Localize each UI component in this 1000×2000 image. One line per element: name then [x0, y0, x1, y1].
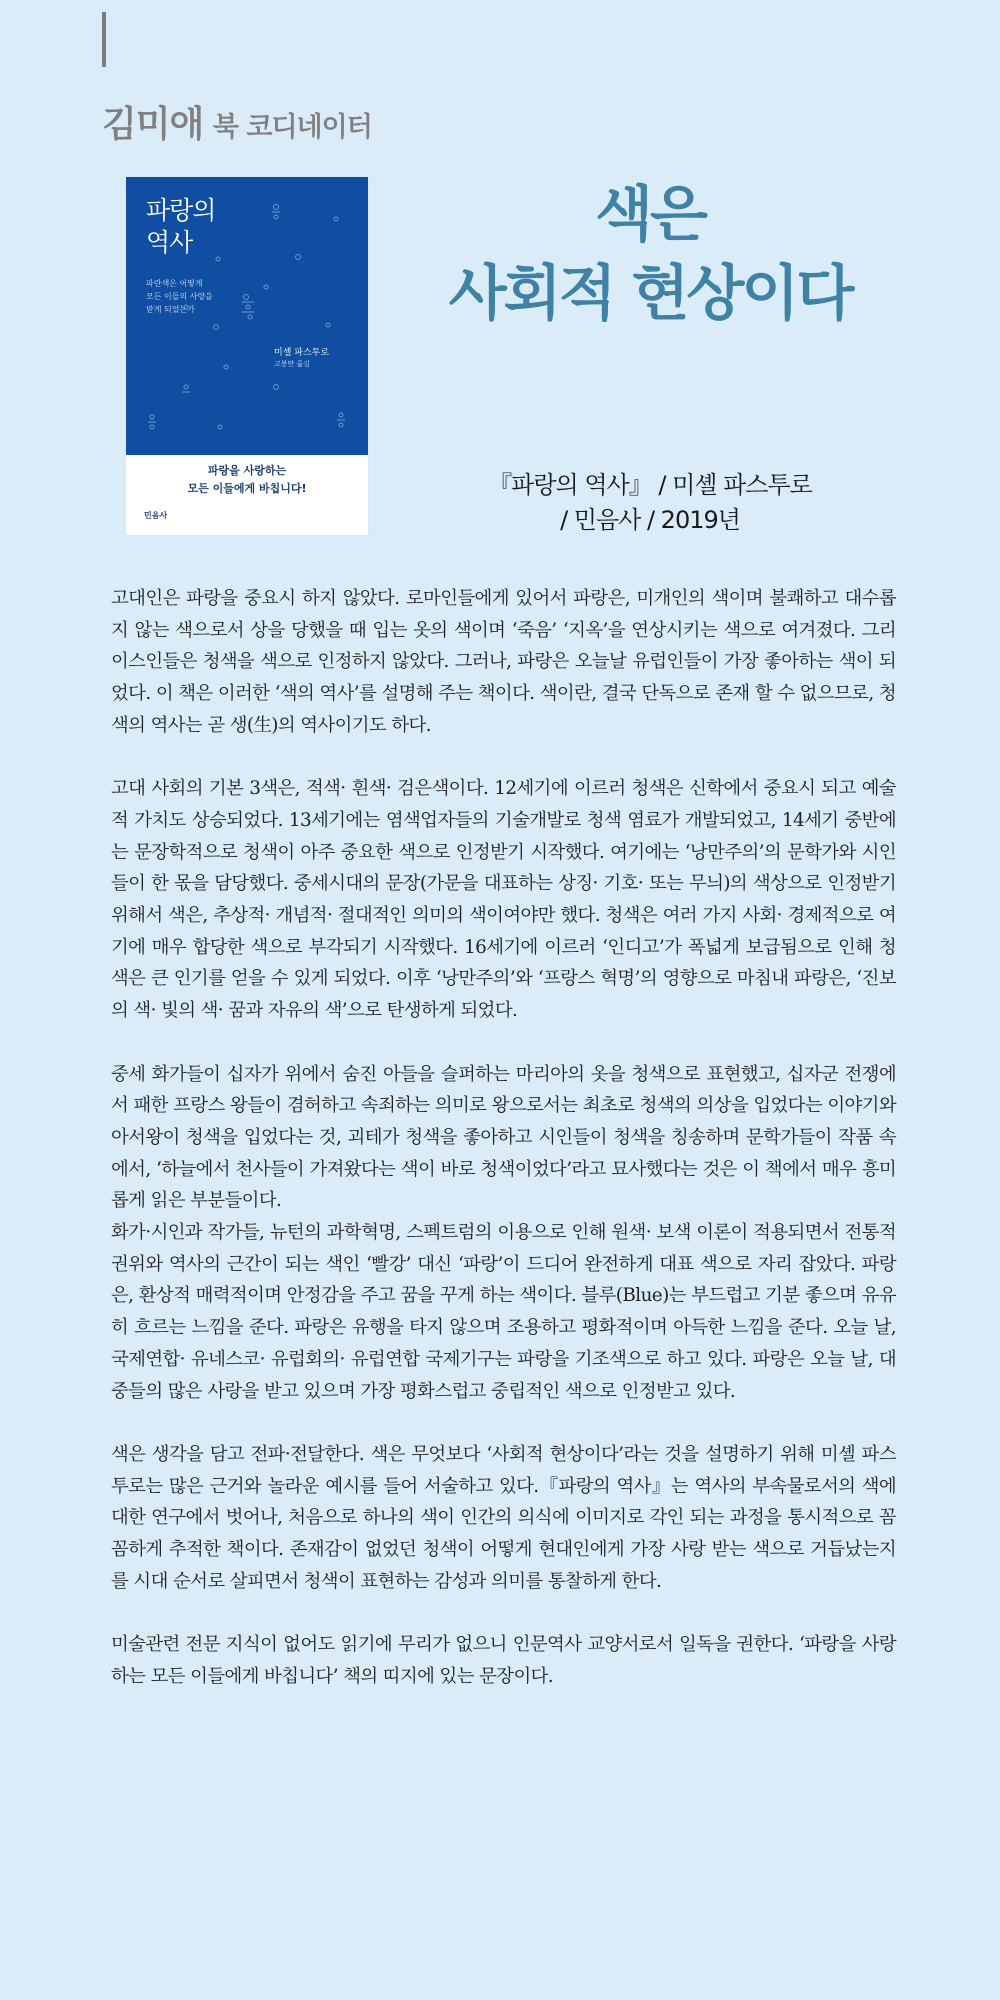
cover-title-line1: 파랑의 [146, 196, 216, 225]
book-info-line1: 『파랑의 역사』 / 미셸 파스투로 [488, 471, 812, 499]
cover-subtitle-line1: 파란색은 어떻게 [146, 279, 203, 288]
headline-line2: 사회적 현상이다 [448, 259, 852, 329]
cover-tagline-line1: 파랑을 사랑하는 [207, 464, 287, 477]
paragraph-5: 색은 생각을 담고 전파·전달한다. 색은 무엇보다 ‘사회적 현상이다’라는 것을 설명하기 위해 미셸 파스투로는 많은 근거와 놀라운 예시를 들어 서술하고 있다.『파랑의 역사』는 역사의 부속물로서의 색에 대한 연구에서 벗어나, 처음으로 하나의 색이 인간의 의식에 이미지로 각인 되는 과정을 통시적으로 꼼꼼하게 추적한 책이다. 존재감이 없었던 청색이 어떻게 현대인에게 가장 사랑 받는 색으로 거듭났는지를 시대 순서로 살피면서 청색이 표현하는 감성과 의미를 통찰하게 한다. [111, 1443, 896, 1592]
article-body [111, 583, 896, 1724]
paragraph-4: 화가·시인과 작가들, 뉴턴의 과학혁명, 스펙트럼의 이용으로 인해 원색· 보색 이론이 적용되면서 전통적 권위와 역사의 근간이 되는 색인 ‘빨강’ 대신 ‘파랑’이 드디어 완전하게 대표 색으로 자리 잡았다. 파랑은, 환상적 매력적이며 안정감을 주고 꿈을 꾸게 하는 색이다. 블루(Blue)는 부드럽고 기분 좋으며 유유히 흐르는 느낌을 준다. 파랑은 유행을 타지 않으며 조용하고 평화적이며 아득한 느낌을 준다. 오늘 날, 국제연합· 유네스코· 유럽회의· 유럽연합 국제기구는 파랑을 기조색으로 하고 있다. 파랑은 오늘 날, 대중들의 많은 사랑을 받고 있으며 가장 평화스럽고 중립적인 색으로 인정받고 있다. [111, 1222, 896, 1402]
cover-translator: 고봉만 옮김 [274, 360, 311, 368]
cover-subtitle-line3: 받게 되었는가 [146, 305, 195, 314]
cover-author: 미셸 파스투로 [274, 348, 330, 358]
author-role: 북 코디네이터 [212, 112, 372, 143]
paragraph-6: 미술관련 전문 지식이 없어도 읽기에 무리가 없으니 인문역사 교양서로서 일독을 권한다. ‘파랑을 사랑하는 모든 이들에게 바칩니다’ 책의 띠지에 있는 문장이다. [111, 1634, 896, 1687]
paragraph-2: 고대 사회의 기본 3색은, 적색· 흰색· 검은색이다. 12세기에 이르러 청색은 신학에서 중요시 되고 예술적 가치도 상승되었다. 13세기에는 염색업자들의 기술개발로 청색 염료가 개발되었고, 14세기 중반에는 문장학적으로 청색이 아주 중요한 색으로 인정받기 시작했다. 여기에는 ‘낭만주의’의 문학가와 시인들이 한 몫을 담당했다. 중세시대의 문장(가문을 대표하는 상징· 기호· 또는 무늬)의 색상으로 인정받기 위해서 색은, 추상적· 개념적· 절대적인 의미의 색이여야만 했다. 청색은 여러 가지 사회· 경제적으로 여기에 매우 합당한 색으로 부각되기 시작했다. 16세기에 이르러 ‘인디고’가 폭넓게 보급됨으로 인해 청색은 큰 인기를 얻을 수 있게 되었다. 이후 ‘낭만주의’와 ‘프랑스 혁명’의 영향으로 마침내 파랑은, ‘진보의 색· 빛의 색· 꿈과 자유의 색’으로 탄생하게 되었다. [111, 778, 896, 1022]
cover-subtitle [146, 277, 256, 316]
headline-line1: 색은 [595, 180, 705, 250]
cover-subtitle-line2: 모든 이들의 사랑을 [146, 292, 213, 301]
author-byline [102, 96, 372, 147]
cover-title-line2: 역사 [146, 228, 193, 257]
cover-tagline-line2: 모든 이들에게 바칩니다! [187, 482, 307, 495]
author-name: 김미애 [102, 104, 204, 145]
cover-blue-panel [126, 177, 368, 455]
book-cover [126, 177, 368, 535]
book-info-line2: / 민음사 / 2019년 [560, 506, 740, 534]
cover-title [146, 195, 236, 259]
headline [420, 176, 880, 334]
accent-bar [102, 12, 106, 67]
book-info [420, 468, 880, 538]
paragraph-1: 고대인은 파랑을 중요시 하지 않았다. 로마인들에게 있어서 파랑은, 미개인의 색이며 불쾌하고 대수롭지 않는 색으로서 상을 당했을 때 입는 옷의 색이며 ‘죽음’ ‘지옥’을 연상시키는 색으로 여겨졌다. 그리이스인들은 청색을 색으로 인정하지 않았다. 그러나, 파랑은 오늘날 유럽인들이 가장 좋아하는 색이 되었다. 이 책은 이러한 ‘색의 역사’를 설명해 주는 책이다. 색이란, 결국 단독으로 존재 할 수 없으므로, 청색의 역사는 곧 생(生)의 역사이기도 하다. [111, 588, 896, 736]
cover-publisher-logo: 민음사 [144, 511, 168, 520]
cover-tagline [126, 462, 368, 498]
paragraph-3: 중세 화가들이 십자가 위에서 숨진 아들을 슬퍼하는 마리아의 옷을 청색으로 표현했고, 십자군 전쟁에서 패한 프랑스 왕들이 겸허하고 속죄하는 의미로 왕으로서는 최초로 청색의 의상을 입었다는 이야기와 아서왕이 청색을 입었다는 것, 괴테가 청색을 좋아하고 시인들이 청색을 칭송하며 문학가들이 작품 속에서, ‘하늘에서 천사들이 가져왔다는 색이 바로 청색이었다’라고 묘사했다는 것은 이 책에서 매우 흥미롭게 읽은 부분들이다. [111, 1063, 896, 1212]
